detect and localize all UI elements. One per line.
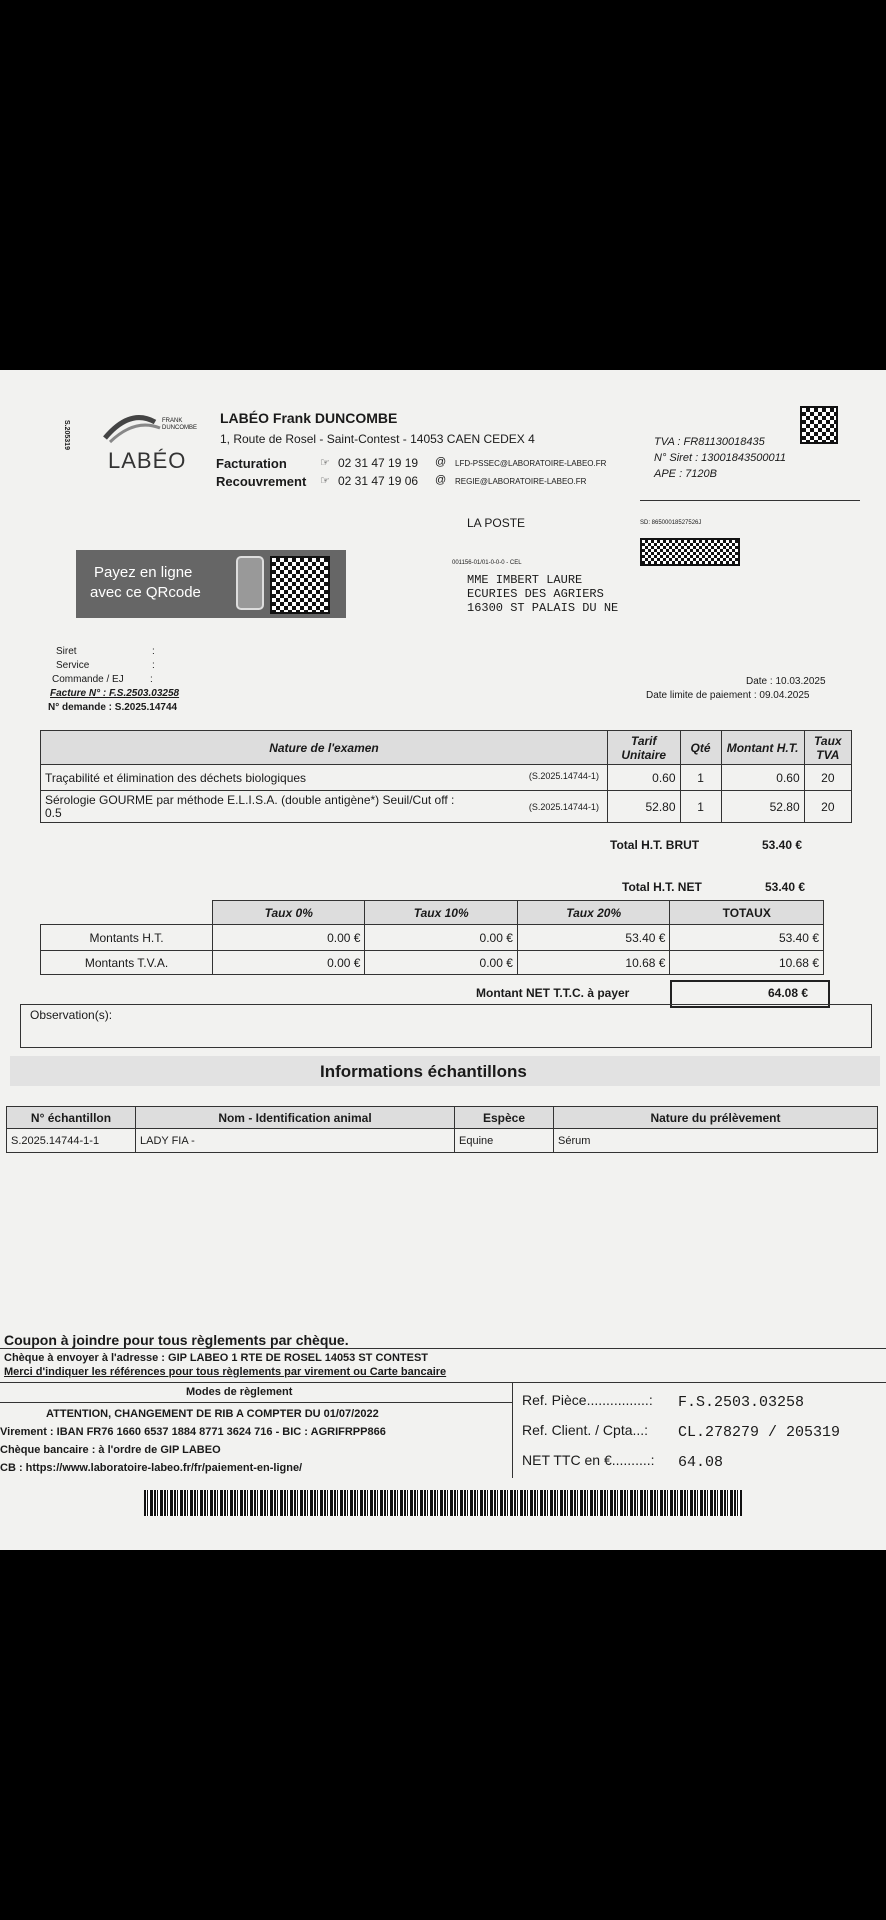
- exam-montant: 0.60: [721, 765, 804, 791]
- total-brut-label: Total H.T. BRUT: [610, 838, 700, 852]
- siret-label: Siret: [56, 646, 77, 657]
- labeo-logo: [100, 408, 198, 473]
- request-number: N° demande : S.2025.14744: [48, 702, 178, 713]
- exam-row: [41, 765, 852, 791]
- exam-label-cell: [41, 791, 608, 823]
- vat-table: [40, 900, 824, 975]
- pay-online-line1: Payez en ligne: [94, 564, 193, 581]
- net-ttc-value: 64.08: [678, 1454, 724, 1471]
- logo-brand: LABÉO: [108, 448, 187, 473]
- vat-header-totaux: TOTAUX: [670, 901, 824, 925]
- exam-table: [40, 730, 852, 823]
- la-poste-label: LA POSTE: [467, 516, 526, 530]
- coupon-vertical-line: [512, 1382, 513, 1478]
- exam-qte: 1: [680, 765, 721, 791]
- cheque-info: Chèque bancaire : à l'ordre de GIP LABEO: [0, 1444, 221, 1456]
- ape-code: APE : 7120B: [654, 468, 717, 480]
- ttc-amount: 64.08 €: [768, 986, 809, 1000]
- invoice-number: Facture N° : F.S.2503.03258: [50, 688, 180, 699]
- sample-header: Espèce: [455, 1107, 554, 1129]
- coupon-address: Chèque à envoyer à l'adresse : GIP LABEO 1 RTE DE ROSEL 14053 ST CONTEST: [4, 1352, 429, 1364]
- exam-taux: 20: [804, 765, 851, 791]
- service-label: Service: [56, 660, 90, 671]
- invoice-page: [0, 370, 886, 1550]
- vat-cell: 53.40 €: [670, 925, 824, 951]
- commande-colon: :: [150, 674, 153, 685]
- vat-cell: 53.40 €: [517, 925, 670, 951]
- sample-nature: Sérum: [554, 1129, 878, 1153]
- modes-line: [0, 1402, 512, 1403]
- sample-species: Equine: [455, 1129, 554, 1153]
- pay-online-banner[interactable]: [76, 550, 346, 618]
- recovery-phone: 02 31 47 19 06: [338, 474, 419, 488]
- exam-montant: 52.80: [721, 791, 804, 823]
- total-net-value: 53.40 €: [765, 880, 806, 894]
- vat-cell: 0.00 €: [365, 951, 517, 975]
- payment-barcode: [144, 1490, 742, 1516]
- vat-row-label: Montants T.V.A.: [41, 951, 213, 975]
- sample-row: [7, 1129, 878, 1153]
- vat-row-label: Montants H.T.: [41, 925, 213, 951]
- rib-attention: ATTENTION, CHANGEMENT DE RIB A COMPTER DU 01/07/2022: [46, 1408, 379, 1420]
- header-qr-code: [800, 406, 838, 444]
- vat-row: [41, 925, 824, 951]
- sample-animal: LADY FIA -: [136, 1129, 455, 1153]
- recipient-line3: 16300 ST PALAIS DU NE: [467, 601, 619, 615]
- vat-cell: 0.00 €: [213, 951, 365, 975]
- payment-qr-code[interactable]: [270, 556, 330, 614]
- billing-email-icon: @: [435, 456, 447, 468]
- ref-client-label: Ref. Client. / Cpta...:: [522, 1422, 649, 1438]
- exam-label: Traçabilité et élimination des déchets biologiques: [45, 770, 307, 785]
- total-brut-value: 53.40 €: [762, 838, 803, 852]
- phone-icon: [236, 556, 264, 610]
- recipient-line2: ECURIES DES AGRIERS: [467, 587, 604, 601]
- sample-header: Nom - Identification animal: [136, 1107, 455, 1129]
- service-colon: :: [152, 660, 155, 671]
- exam-taux: 20: [804, 791, 851, 823]
- payment-limit-date: Date limite de paiement : 09.04.2025: [646, 690, 810, 701]
- ref-client-value: CL.278279 / 205319: [678, 1424, 841, 1441]
- vat-corner: [41, 901, 213, 925]
- exam-tarif: 52.80: [607, 791, 680, 823]
- invoice-date: Date : 10.03.2025: [746, 676, 826, 687]
- recovery-label: Recouvrement: [216, 474, 307, 489]
- header-divider: [640, 500, 860, 501]
- exam-qte: 1: [680, 791, 721, 823]
- pay-online-line2: avec ce QRcode: [90, 584, 201, 601]
- exam-label-cell: [41, 765, 608, 791]
- vat-cell: 10.68 €: [670, 951, 824, 975]
- ttc-label: Montant NET T.T.C. à payer: [476, 986, 630, 1000]
- billing-phone-icon: ☞: [320, 457, 330, 469]
- commande-label: Commande / EJ: [52, 674, 124, 685]
- logo-duncombe: DUNCOMBE: [162, 425, 198, 431]
- virement-info: Virement : IBAN FR76 1660 6537 1884 8771 3624 716 - BIC : AGRIFRPP866: [0, 1426, 386, 1438]
- samples-title: Informations échantillons: [320, 1062, 527, 1081]
- coupon-references: Merci d'indiquer les références pour tous règlements par virement ou Carte bancaire: [4, 1366, 447, 1378]
- recipient-name: MME IMBERT LAURE: [467, 573, 583, 587]
- recovery-email: REGIE@LABORATOIRE-LABEO.FR: [455, 477, 587, 486]
- company-address: 1, Route de Rosel - Saint-Contest - 14053 CAEN CEDEX 4: [220, 432, 535, 446]
- vat-cell: 10.68 €: [517, 951, 670, 975]
- header-montant: Montant H.T.: [721, 731, 804, 765]
- ref-piece-value: F.S.2503.03258: [678, 1394, 805, 1411]
- cb-info: CB : https://www.laboratoire-labeo.fr/fr/paiement-en-ligne/: [0, 1462, 303, 1474]
- sample-header: N° échantillon: [7, 1107, 136, 1129]
- recovery-email-icon: @: [435, 474, 447, 486]
- header-nature: Nature de l'examen: [41, 731, 608, 765]
- observation-label: Observation(s):: [30, 1008, 113, 1022]
- exam-ref: (S.2025.14744-1): [528, 802, 599, 812]
- exam-label: Sérologie GOURME par méthode E.L.I.S.A. (double antigène*) Seuil/Cut off :: [45, 792, 455, 807]
- vat-row: [41, 951, 824, 975]
- modes-title: Modes de règlement: [186, 1386, 293, 1398]
- vat-header: Taux 20%: [517, 901, 670, 925]
- company-name: LABÉO Frank DUNCOMBE: [220, 410, 398, 426]
- billing-email: LFD-PSSEC@LABORATOIRE-LABEO.FR: [455, 459, 607, 468]
- header-taux: Taux TVA: [804, 731, 851, 765]
- exam-tarif: 0.60: [607, 765, 680, 791]
- vat-cell: 0.00 €: [213, 925, 365, 951]
- ref-piece-label: Ref. Pièce................:: [522, 1392, 653, 1408]
- samples-table: [6, 1106, 878, 1153]
- net-ttc-label: NET TTC en €..........:: [522, 1452, 655, 1468]
- sd-code: SD: 86500018527526J: [640, 520, 702, 526]
- exam-ref: (S.2025.14744-1): [528, 771, 599, 781]
- observation-box: [20, 1004, 872, 1048]
- side-reference: S.205319: [63, 420, 70, 450]
- header-tarif: Tarif Unitaire: [607, 731, 680, 765]
- siret-colon: :: [152, 646, 155, 657]
- header-qte: Qté: [680, 731, 721, 765]
- exam-label-cont: 0.5: [45, 805, 62, 820]
- exam-row: [41, 791, 852, 823]
- coupon-title: Coupon à joindre pour tous règlements par chèque.: [4, 1332, 349, 1348]
- postal-datamatrix: [640, 538, 740, 566]
- coupon-divider: [0, 1348, 886, 1349]
- routing-code: 001156-01/01-0-0-0 - CEL: [452, 560, 522, 566]
- total-net-label: Total H.T. NET: [622, 880, 702, 894]
- sample-header: Nature du prélèvement: [554, 1107, 878, 1129]
- tva-number: TVA : FR81130018435: [654, 436, 765, 448]
- sample-id: S.2025.14744-1-1: [7, 1129, 136, 1153]
- siret-number: N° Siret : 13001843500011: [654, 452, 787, 464]
- logo-frank: FRANK: [162, 418, 183, 424]
- coupon-box-line: [0, 1382, 886, 1383]
- vat-header: Taux 10%: [365, 901, 517, 925]
- billing-label: Facturation: [216, 456, 287, 471]
- billing-phone: 02 31 47 19 19: [338, 456, 419, 470]
- recovery-phone-icon: ☞: [320, 475, 330, 487]
- vat-cell: 0.00 €: [365, 925, 517, 951]
- vat-header: Taux 0%: [213, 901, 365, 925]
